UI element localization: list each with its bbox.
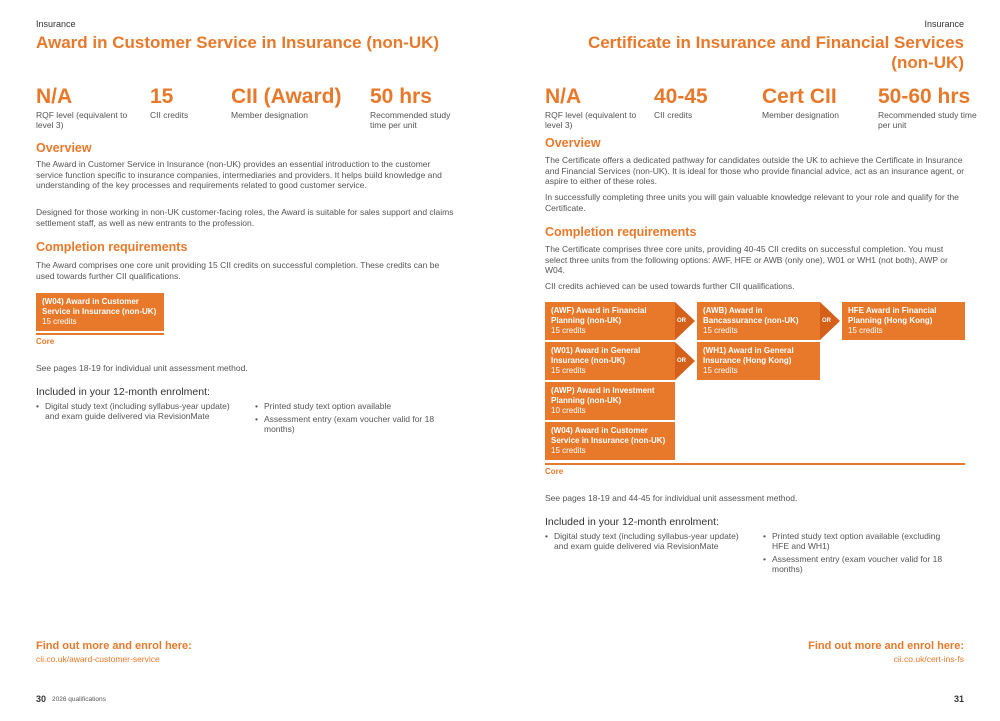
stat-label: Recommended study time per unit	[878, 110, 977, 130]
assessment-note: See pages 18-19 for individual unit assessment method.	[36, 363, 248, 373]
included-list-col2	[255, 401, 440, 437]
section-label: Insurance	[36, 19, 76, 29]
or-label: OR	[677, 318, 686, 324]
unit-credits: 15 credits	[703, 326, 738, 335]
included-item: • Printed study text option available	[255, 401, 440, 411]
included-list-col1	[36, 401, 236, 424]
unit-name: (W01) Award in General Insurance (non-UK)	[551, 346, 641, 365]
unit-name: (AWB) Award in Bancassurance (non-UK)	[703, 306, 799, 325]
included-list-col1	[545, 531, 740, 554]
unit-name: HFE Award in Financial Planning (Hong Kong)	[848, 306, 937, 325]
enrol-heading: Find out more and enrol here:	[808, 640, 964, 652]
unit-credits: 10 credits	[551, 406, 586, 415]
included-item: • Assessment entry (exam voucher valid for 18 months)	[255, 414, 440, 434]
completion-paragraph: The Award comprises one core unit providing 15 CII credits on successful completion. These credits can be used towards further CII qualifications.	[36, 260, 440, 281]
unit-name: (AWP) Award in Investment Planning (non-UK)	[551, 386, 655, 405]
stat-designation	[762, 85, 867, 120]
overview-paragraph: The Award in Customer Service in Insurance (non-UK) provides an essential introduction to the customer service function specific to insurance companies, intermediaries and providers. It helps build knowledge and understanding of the key processes and requirements related to good customer service.	[36, 159, 442, 190]
stat-study-time	[370, 85, 465, 130]
unit-name: (AWF) Award in Financial Planning (non-UK)	[551, 306, 647, 325]
included-title: Included in your 12-month enrolment:	[36, 386, 210, 398]
overview-heading: Overview	[545, 136, 601, 150]
overview-paragraph: The Certificate offers a dedicated pathway for candidates outside the UK to achieve the Certificate in Insurance and Financial Services (non-UK). It is ideal for those who provide financial advice, act as an insurance agent, or aspire to either of these roles.	[545, 155, 965, 186]
stat-label: Member designation	[231, 110, 309, 120]
core-bar	[545, 463, 965, 465]
stat-value: CII (Award)	[231, 85, 342, 108]
unit-credits: 15 credits	[42, 317, 77, 326]
enrol-link[interactable]: cii.co.uk/award-customer-service	[36, 654, 160, 664]
stat-value: 50-60 hrs	[878, 85, 971, 108]
stat-label: CII credits	[150, 110, 189, 120]
unit-name: (WH1) Award in General Insurance (Hong Kong)	[703, 346, 794, 365]
unit-box-w01	[545, 342, 675, 380]
page-number: 30	[36, 694, 47, 704]
overview-paragraph: Designed for those working in non-UK customer-facing roles, the Award is suitable for sales support and claims settlement staff, as well as new entrants to the profession.	[36, 207, 454, 228]
stat-label: Recommended study time per unit	[370, 110, 451, 130]
unit-box-w04	[545, 422, 675, 460]
stat-value: N/A	[36, 85, 73, 108]
stat-value: 50 hrs	[370, 85, 432, 108]
completion-heading: Completion requirements	[545, 225, 697, 239]
stat-value: 40-45	[654, 85, 708, 108]
unit-box-awp	[545, 382, 675, 420]
overview-paragraph: In successfully completing three units you will gain valuable knowledge relevant to your role and qualify for the Certificate.	[545, 192, 959, 213]
page-footer-label: 2026 qualifications	[52, 696, 106, 703]
included-list-col2	[763, 531, 948, 577]
unit-credits: 15 credits	[551, 326, 586, 335]
enrol-heading: Find out more and enrol here:	[36, 640, 192, 652]
stat-label: Member designation	[762, 110, 840, 120]
completion-paragraph: The Certificate comprises three core units, providing 40-45 CII credits on successful completion. You must select three units from the following options: AWF, HFE or AWB (only one), W01 or WH1 (not both), AWP or W04.	[545, 244, 948, 275]
completion-heading: Completion requirements	[36, 240, 188, 254]
completion-paragraph: CII credits achieved can be used towards further CII qualifications.	[545, 281, 795, 291]
page-title: Award in Customer Service in Insurance (non-UK)	[36, 33, 440, 52]
unit-box-hfe	[842, 302, 965, 340]
unit-box-wh1	[697, 342, 820, 380]
page-title	[544, 33, 964, 73]
included-item: • Assessment entry (exam voucher valid for 18 months)	[763, 554, 948, 574]
assessment-note: See pages 18-19 and 44-45 for individual unit assessment method.	[545, 493, 798, 503]
enrol-link[interactable]: cii.co.uk/cert-ins-fs	[893, 654, 964, 664]
included-item: • Digital study text (including syllabus-year update) and exam guide delivered via RevisionMate	[545, 531, 740, 551]
stat-designation	[231, 85, 361, 120]
unit-name: (W04) Award in Customer Service in Insurance (non-UK)	[42, 297, 157, 316]
included-item: • Printed study text option available (excluding HFE and WH1)	[763, 531, 948, 551]
stat-value: N/A	[545, 85, 582, 108]
included-item: • Digital study text (including syllabus-year update) and exam guide delivered via RevisionMate	[36, 401, 236, 421]
unit-credits: 15 credits	[551, 366, 586, 375]
stat-value: 15	[150, 85, 174, 108]
stat-value: Cert CII	[762, 85, 837, 108]
page-title-line: (non-UK)	[891, 53, 964, 72]
unit-credits: 15 credits	[848, 326, 883, 335]
stat-label: RQF level (equivalent to level 3)	[36, 110, 128, 130]
stat-label: CII credits	[654, 110, 693, 120]
unit-box-awb	[697, 302, 820, 340]
core-bar	[36, 333, 164, 335]
unit-credits: 15 credits	[703, 366, 738, 375]
core-label: Core	[545, 467, 564, 476]
right-page	[500, 0, 1000, 721]
stat-rqf	[36, 85, 141, 130]
unit-box-w04	[36, 293, 164, 331]
unit-box-awf	[545, 302, 675, 340]
page-number: 31	[953, 694, 964, 704]
or-label: OR	[677, 358, 686, 364]
overview-heading: Overview	[36, 141, 92, 155]
unit-name: (W04) Award in Customer Service in Insurance (non-UK)	[551, 426, 666, 445]
section-label: Insurance	[924, 19, 964, 29]
stat-rqf	[545, 85, 645, 130]
stat-study-time	[878, 85, 983, 130]
stat-label: RQF level (equivalent to level 3)	[545, 110, 637, 130]
page-title-line: Certificate in Insurance and Financial Services	[587, 33, 964, 52]
or-label: OR	[822, 318, 831, 324]
core-label: Core	[36, 337, 55, 346]
stat-credits	[150, 85, 220, 120]
unit-credits: 15 credits	[551, 446, 586, 455]
included-title: Included in your 12-month enrolment:	[545, 516, 719, 528]
stat-credits	[654, 85, 749, 120]
